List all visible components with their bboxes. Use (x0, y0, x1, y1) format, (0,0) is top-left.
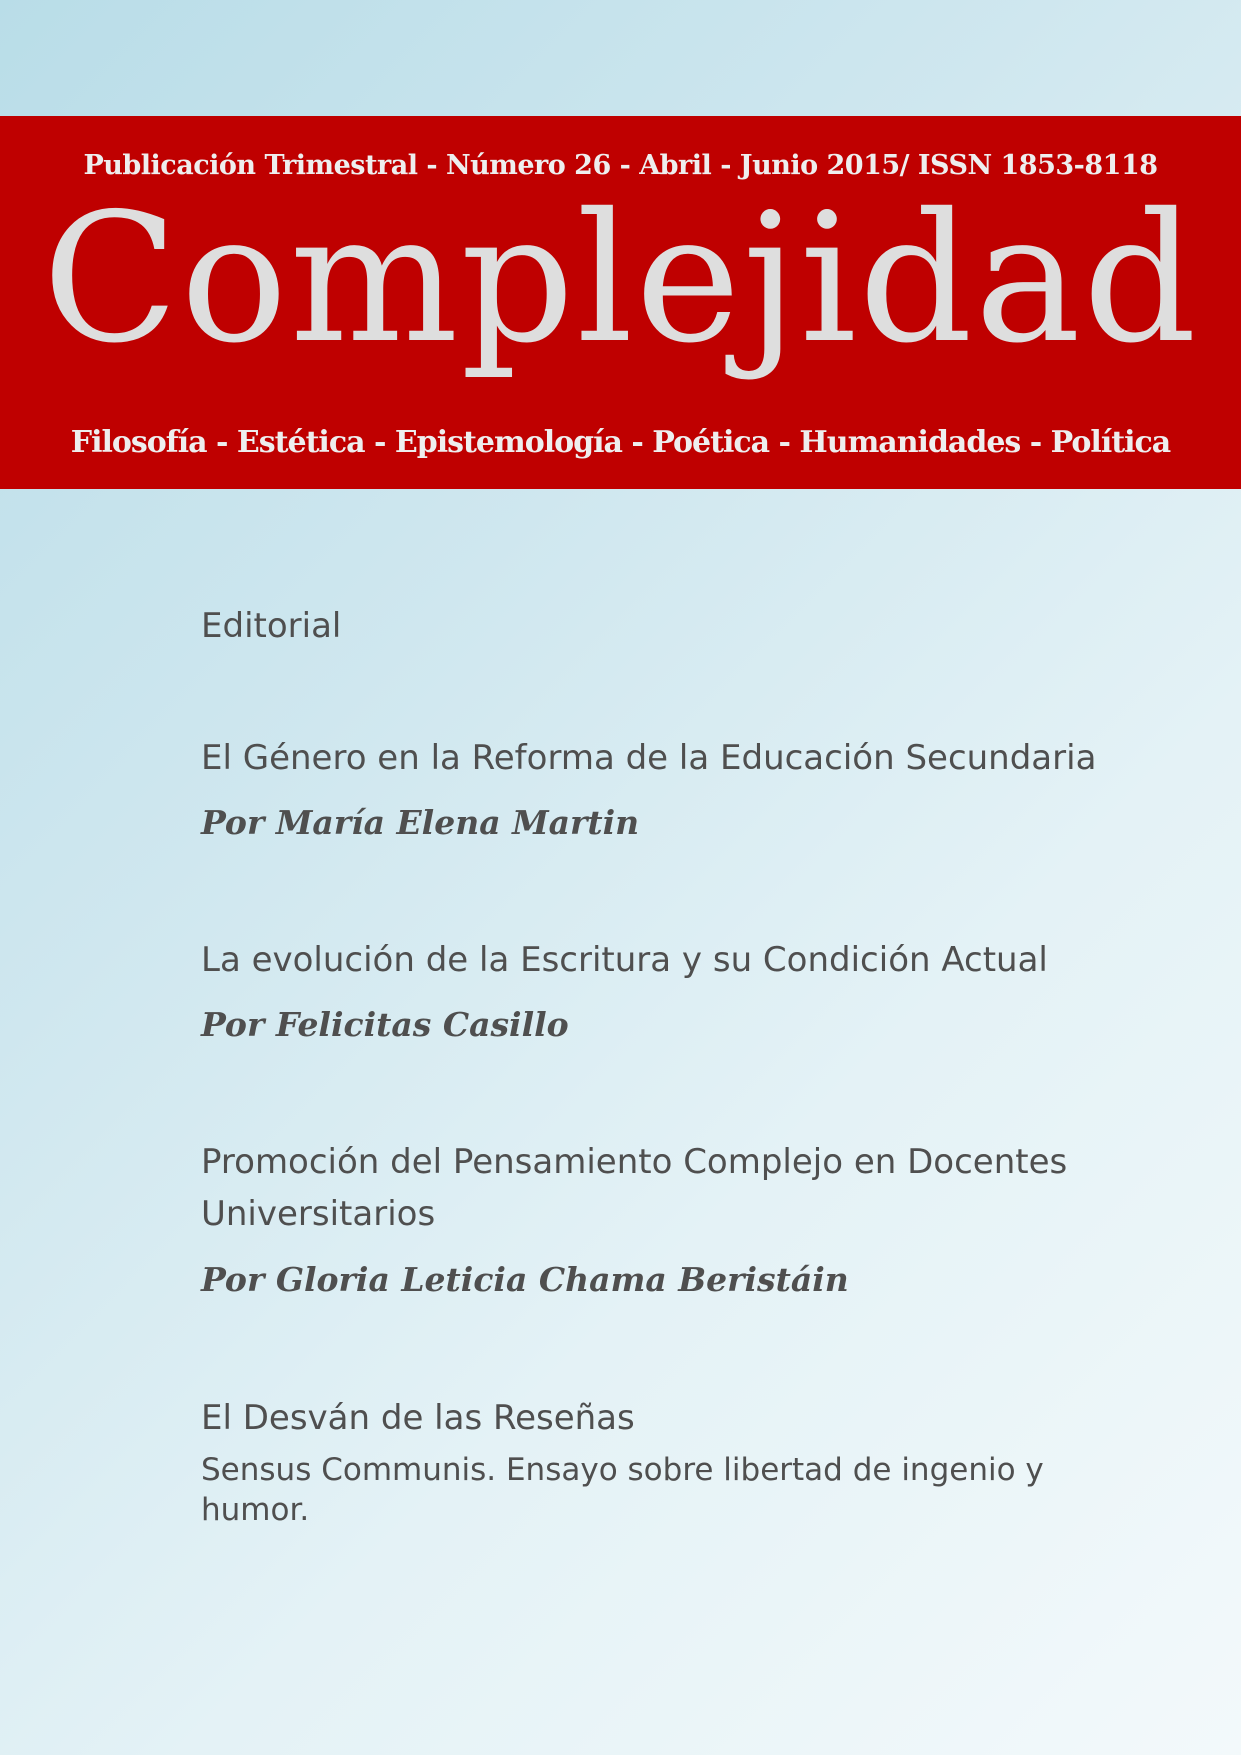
journal-title: Complejidad (42, 175, 1199, 382)
publication-info: Publicación Trimestral - Número 26 - Abril - Junio 2015/ ISSN 1853-8118 (83, 150, 1158, 181)
editorial-heading: Editorial (201, 606, 342, 646)
article-title: El Género en la Reforma de la Educación Secundaria (201, 738, 1097, 778)
subjects-line: Filosofía - Estética - Epistemología - Poética - Humanidades - Política (70, 425, 1171, 460)
article-author: Por María Elena Martin (201, 803, 640, 842)
article-title: Promoción del Pensamiento Complejo en Docentes Universitarios (201, 1142, 1068, 1234)
article-title: La evolución de la Escritura y su Condición Actual (201, 940, 1048, 980)
article-author: Por Gloria Leticia Chama Beristáin (201, 1260, 849, 1299)
reviews-heading: El Desván de las Reseñas (201, 1398, 635, 1438)
review-item: Sensus Communis. Ensayo sobre libertad de ingenio y humor. (201, 1452, 1044, 1528)
article-author: Por Felicitas Casillo (201, 1005, 569, 1044)
